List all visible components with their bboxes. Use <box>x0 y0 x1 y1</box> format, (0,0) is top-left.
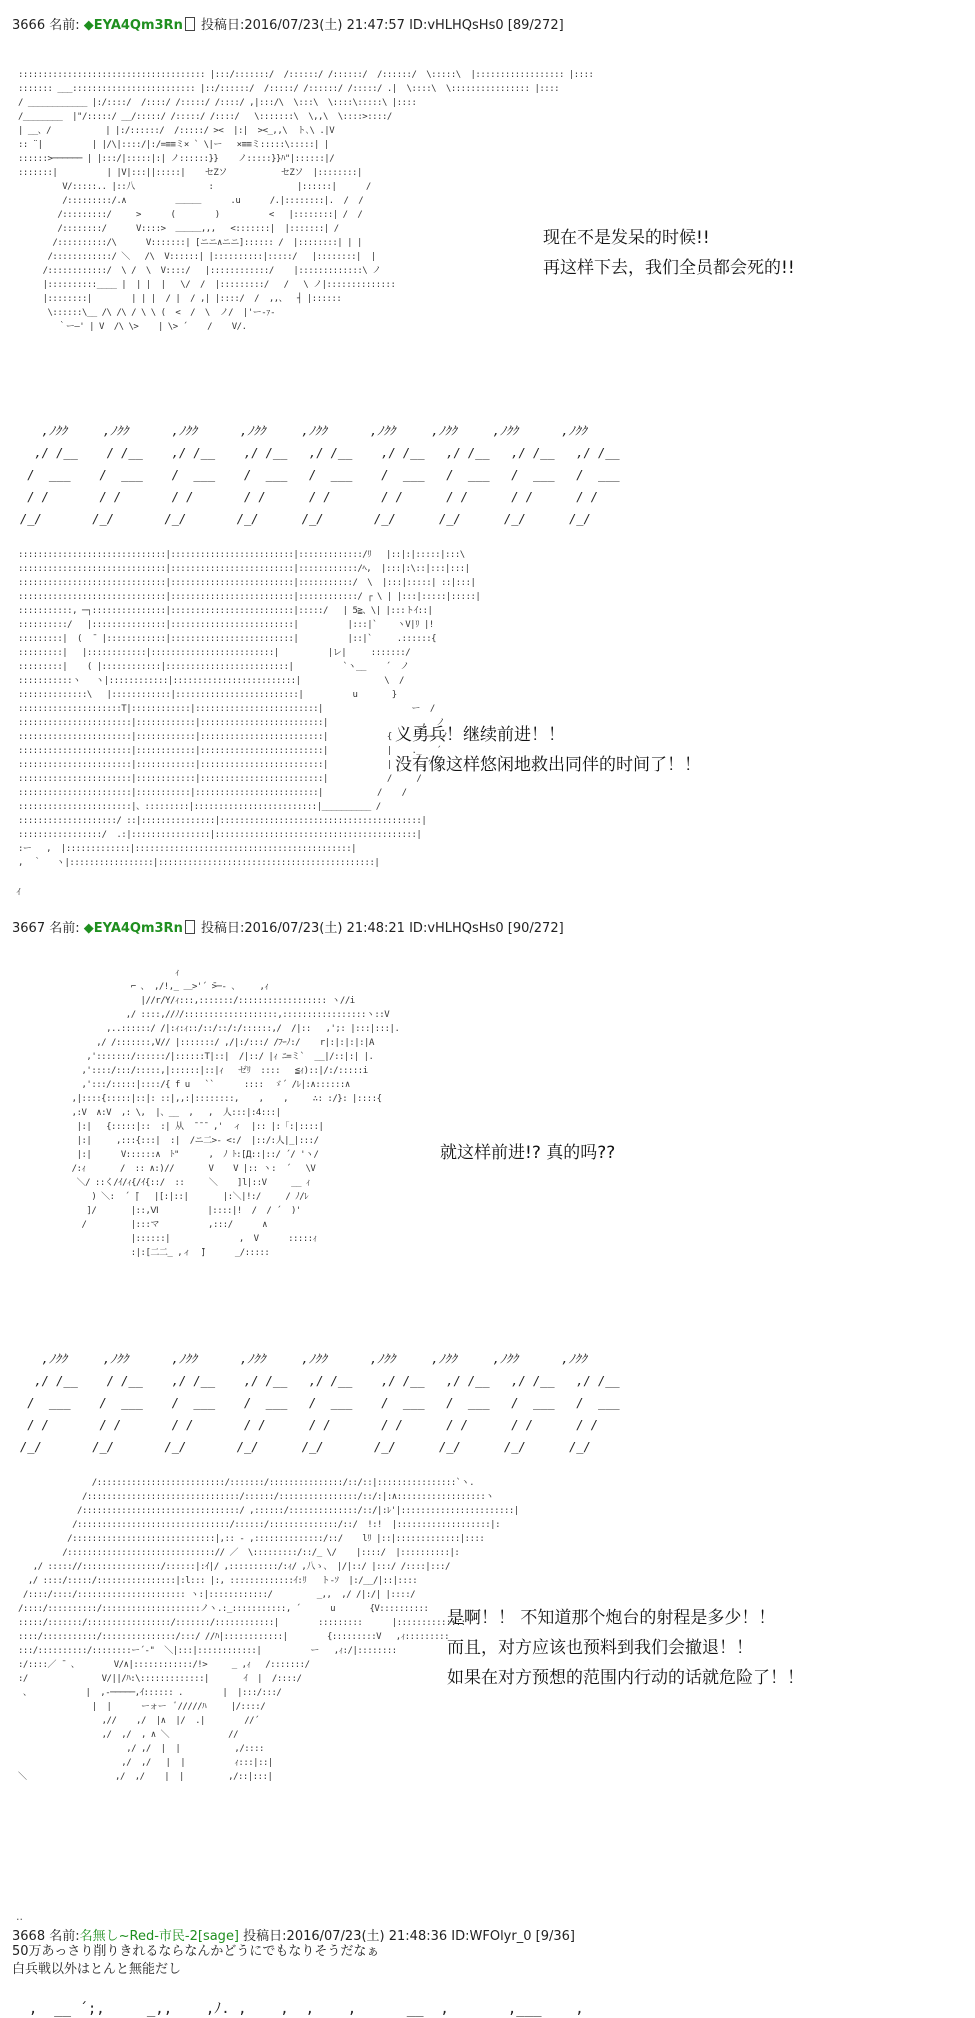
posted-label: 投稿日: <box>200 921 245 936</box>
dialogue-line: 而且，对方应该也预料到我们会撤退！！ <box>447 1638 753 1658</box>
post-id[interactable]: ID:vHLHQsHs0 <box>409 18 504 33</box>
post-id[interactable]: ID:WFOlyr_0 <box>451 1929 532 1944</box>
dialogue-block-4 <box>447 1603 804 1693</box>
post-header-3666 <box>12 14 564 33</box>
post-datetime: 2016/07/23(土) 21:48:36 <box>286 1929 448 1944</box>
dialogue-line: 再这样下去，我们全员都会死的!! <box>543 258 795 278</box>
dialogue-block-3 <box>440 1138 615 1168</box>
separator-mark: ｨ <box>16 884 22 897</box>
post-number: 3667 <box>12 921 46 936</box>
ascii-art-character-wall: ::::::::::::::::::::::::::::::|:::::::::::::::::::::::::|:::::::::::::/ﾘ |::|:|:::::|:::\ ::::::::::::::::::::::::::::::|:::::::::::::::::::::::::|::::::::::::/ﾍ, |:::|:\::|:::|:::| ::::::::::::::::::::::::::::::|:::::::::::::::::::::::::|:::::::::::/ \ |:::|:::::| ::|:::| ::::::::::::::::::::::::::::::|:::::::::::::::::::::::::|::::::::::::/ ┌ \ | |:::|:::::|:::::| :::::::::::, ─┐:::::::::::::::|:::::::::::::::::::::::::|:::::/ | 5≧、\| |:::トｲ::| ::::::::::/ |:::::::::::::::|:::::::::::::::::::::::::| |:::|` ヽV|ﾘ |! :::::::::| ( ̄ |::::::::::::|:::::::::::::::::::::::::| |::|` .::::::{ :::::::::| |::::::::::::|:::::::::::::::::::::::::| |レ| :::::::/ :::::::::| ( |::::::::::::|:::::::::::::::::::::::::| `ヽ__ ´ ノ :::::::::::ヽ ヽ|::::::::::::|:::::::::::::::::::::::::| \ / ::::::::::::::\ |::::::::::::|:::::::::::::::::::::::::| u } :::::::::::::::::::::T|::::::::::::|:::::::::::::::::::::::::| ー / :::::::::::::::::::::::|::::::::::::|:::::::::::::::::::::::::| , ノ :::::::::::::::::::::::|::::::::::::|:::::::::::::::::::::::::| { ー ノ :::::::::::::::::::::::|::::::::::::|:::::::::::::::::::::::::| | ._ ´ :::::::::::::::::::::::|::::::::::::|:::::::::::::::::::::::::| | ,´ :::::::::::::::::::::::|::::::::::::|:::::::::::::::::::::::::| / / :::::::::::::::::::::::|:::::::::::|:::::::::::::::::::::::::| / / :::::::::::::::::::::::|、:::::::::|:::::::::::::::::::::::::|__________ / ::::::::::::::::::::/ ::|:::::::::::::::|:::::::::::::::::::::::::::::::::::::::::| :::::::::::::::::/ .:|::::::::::::::::|:::::::::::::::::::::::::::::::::::::::::| :ー , |:::::::::::::|::::::::::::::::::::::::::::::::::::::::::::| , ｀ ヽ|:::::::::::::::::|::::::::::::::::::::::::::::::::::::::::::::| <box>18 550 481 868</box>
post-count: [90/272] <box>507 921 564 936</box>
poster-trip[interactable]: ◆EYA4Qm3Rn <box>83 921 183 936</box>
post-number: 3668 <box>12 1929 46 1944</box>
post-number: 3666 <box>12 18 46 33</box>
post-count: [9/36] <box>535 1929 575 1944</box>
posted-label: 投稿日: <box>243 1929 287 1944</box>
dialogue-block-1 <box>543 223 795 283</box>
mail-box-icon <box>185 17 195 31</box>
name-label: 名前: <box>49 921 80 936</box>
sound-effect-row: ,ﾉｸｸ ,ﾉｸｸ ,ﾉｸｸ ,ﾉｸｸ ,ﾉｸｸ ,ﾉｸｸ ,ﾉｸｸ ,ﾉｸｸ ,ﾉｸｸ ,/ /__ / /__ ,/ /__ ,/ /__ ,/ /__ ,/ /__ ,/ /__ ,/ /__ ,/ /__ / ___ / ___ / ___ / ___ / ___ / ___ / ___ / ___ / ___ / / / / / / / / / / / / / / / / / / /_/ /_/ /_/ /_/ /_/ /_/ /_/ /_/ /_/ <box>20 1352 620 1454</box>
post-header-3668 <box>12 1925 575 1944</box>
post-count: [89/272] <box>507 18 564 33</box>
dialogue-line: 是啊！！ 不知道那个炮台的射程是多少！！ <box>447 1608 776 1628</box>
posted-label: 投稿日: <box>200 18 245 33</box>
separator-mark: .. <box>16 1910 23 1923</box>
sage-tag: [sage] <box>197 1929 240 1944</box>
ascii-art-surprised-girl: ｨ ⌐ 、 ,/!,_ ＿>'´ ̄>─‐ 、 ,ｨ |//r/Y/ｨ:::,:::::::/:::::::::::::::::: ヽ//i ,/ ::::,//ﾉ/:::::::::::::::::::,:::::::::::::::::ヽ::V ,..::::::/ /|:ｨ:ｨ::/::/::/:/::::::,/ /|:: ,';: |:::|:::|. ,/ /:::::::,V// |:::::::/ ,/|:/:::/ /ﾌｰﾉ:/ r|:|:|:|:|A ,':::::::/::::::/|::::::T|::| /|::/ |ｨ ﾆ=ミ` __|/::|:| |. ,'::::/:::/:::::,|::::::|::|ｨ ゼﾘ :::: ≦ｨ)::|/:/:::::i ,':::/:::::|::::/{ f u `` :::: ゞ´ /ﾚ|:∧::::::∧ ,|::::{:::::|::|: ::|,,:|::::::::, , , ∴: :/}: |::::{ ,:V ∧:V ,: \, |、__ , , 人:::|:4:::| |:| {:::::|:: :| 从 ̄ ̄ ̄ ,' ィ |:: |:「:|::::| |:| ,:::{:::| :| /ニ二>- <:/ |::/:人|_|:::/ |:| V::::::∧ ﾄ" , ﾉ ﾄ:[Д::|::/ ´/ 'ヽ/ /:ｨ / :: ∧:)// V V |:: ヽ: ´ \V ＼/ ::く/ｲ/ｨ{/ｲ{::/ :: ＼ ]l|::V __ ｨ ) ＼: ´ ̄| |[:|::| |:＼|!:/ / ﾉ/ﾚ ]/ |::,Ⅵ |::::|! / / ´ )' / |:::マ ,:::/ ∧ |::::::| , V :::::ｨ :|:[二二_ ,ィ ̄] _/::::: <box>71 968 400 1258</box>
dialogue-block-2 <box>395 720 701 780</box>
dialogue-line: 就这样前进!? 真的吗?? <box>440 1143 616 1163</box>
post-id[interactable]: ID:vHLHQsHs0 <box>409 921 504 936</box>
cut-off-content: , __ ´;, _,, ,ﾉ. , , , , __ , ,___ , <box>12 2001 584 2017</box>
post-datetime: 2016/07/23(土) 21:48:21 <box>244 921 405 936</box>
ascii-art-character-coat: /::::::::::::::::::::::::::/:::::::/:::::::::::::::/::/::|::::::::::::::::`ヽ. /:::::::::::::::::::::::::::::::/::::::/::::::::::::::::/::/:|:∧::::::::::::::::::ヽ /::::::::::::::::::::::::::::::::/ ,::::::/::::::::::::::/::/|:ﾚ'|:::::::::::::::::::::::| /:::::::::::::::::::::::::::::::/::::::/::::::::::::::/::/ !:! |:::::::::::::::::::|: /:::::::::::::::::::::::::::::|,:: - ,::::::::::::::/::/ lﾘ |::|:::::::::::::|:::: /::::::::::::::::::::::::::::::// ／ \:::::::::/::/_ \/ |::::/ |::::::::::|: ,/ ::::://::::::::::::::::/::::::|:ｲ|/ ,::::::::::/:ｨ/ ,八ゝ、 |/|::/ |:::/ /::::|:::/ ,/ ::::/:::::/::::::::::::::::|:l::: |:, :::::::::::::ｲ:ﾘ ト‐ｿ |:/__/|::|:::: /::::/::::/:::::::::::::::::::::: ヽ:|::::::::::::/ _,, ,/ /|:/| |::::/ /::::/::::::::::/::::::::::::::::::::ノヽ.:_:::::::::::, ´ u {V:::::::::: :::::/:::::::/:::::::::::::::::/:::::::/::::::::::::| ::::::::: |:::::::::::::: ::::/:::::::::::/:::::::::::::::/:::/ //ﾊ|::::::::::::| {:::::::::V ,ｨ::::::::: :::/::::::::::/::::::::ー´‐" ＼|:::|::::::::::::| ー ,ｨ:/|:::::::: :/::::／ ̄ 、 V/∧|::::::::::::/!> _ ,ｨ /:::::::/ :/ V/||/ﾊ:\:::::::::::::| ｲ | /::::/ 、 | ,-─────,ｲ:::::: . | |:::/:::/ | | ーォー ﾞ/////ﾊ |/::::/ ,// ,/ |∧ |/ .| //´ ,/ ,/ , ∧ ＼ // ,/ ,/ | | ,/:::: ,/ ,/ | | ｨ:::|::| ＼ ,/ ,/ | | ,/::|:::| <box>18 1478 519 1782</box>
dialogue-line: 没有像这样悠闲地救出同伴的时间了！！ <box>395 755 701 775</box>
dialogue-line: 如果在对方预想的范围内行动的话就危险了！！ <box>447 1668 804 1688</box>
dialogue-line: 现在不是发呆的时候!! <box>543 228 710 248</box>
reply-body <box>12 1943 379 1979</box>
reply-line: 白兵戦以外はとんと無能だし <box>12 1962 182 1977</box>
sound-effect-row: ,ﾉｸｸ ,ﾉｸｸ ,ﾉｸｸ ,ﾉｸｸ ,ﾉｸｸ ,ﾉｸｸ ,ﾉｸｸ ,ﾉｸｸ ,ﾉｸｸ ,/ /__ / /__ ,/ /__ ,/ /__ ,/ /__ ,/ /__ ,/ /__ ,/ /__ ,/ /__ / ___ / ___ / ___ / ___ / ___ / ___ / ___ / ___ / ___ / / / / / / / / / / / / / / / / / / /_/ /_/ /_/ /_/ /_/ /_/ /_/ /_/ /_/ <box>20 424 620 526</box>
name-label: 名前: <box>49 18 80 33</box>
poster-trip[interactable]: ◆EYA4Qm3Rn <box>83 18 183 33</box>
post-header-3667 <box>12 917 564 936</box>
dialogue-line: 义勇兵！继续前进！！ <box>395 725 565 745</box>
ascii-art-shouting-character: :::::::::::::::::::::::::::::::::::::: |:::/:::::::/ /::::::/ /::::::/ /::::::/ \:::::\ |:::::::::::::::::: |:::: ::::::: ___::::::::::::::::::::::::: |::/::::::/ /:::::/ /::::::/ /:::::/ .| \::::\ \:::::::::::::::: |:::: / ____________ |:/::::/ /::::/ /:::::/ /::::/ ,|:::/\ \:::\ \::::\:::::\ |:::: /________ |"/:::::/ __/:::::/ /:::::/ /::::/ \:::::::\ \,,\ \::::>::::/ | __、/ | |:/::::::/ /:::::/ >< |:| ><_,,\ ト､\ .|V :: ¨| | |/\|::::/|:/=≡≡ミ× ` \|ー ×≡≡ミ:::::\:::::| | ::::::>────── | |:::/|:::::|:| ノ::::::}} ノ:::::}}ﾊ"|::::::|/ :::::::| | |V|:::||:::::| セZソ セZソ |::::::::| V/:::::.. |::八 : |::::::| / /:::::::::/.∧ ＿＿＿ .u /.|::::::::|. / / /:::::::::/ > ( ) < |::::::::| / / /::::::::/ V::::> ＿＿＿,,, <:::::::| |:::::::| / /::::::::::/\ V:::::::| [ニニ∧ニニ]:::::: / |::::::::| | | /::::::::::::/ ＼ /\ V::::::| |::::::::::|:::::/ |::::::::| | /::::::::::::/ \ / \ V::::/ |::::::::::::/ |:::::::::::::\ ノ |::::::::::____ | | | | \/ / |:::::::::/ / \ ノ|:::::::::::::: |::::::::| | | | / | / ,| |::::/ / ,,、 ┤ |:::::: \::::::\__ /\ /\ / \ \ ( < / \ ノ/ |'ー‐ｧ‐ ｀ー―' | V /\ \> | \> ´ / V/. <box>18 70 594 332</box>
reply-line: 50万あっさり削りきれるならなんかどうにでもなりそうだなぁ <box>12 1944 380 1959</box>
post-datetime: 2016/07/23(土) 21:47:57 <box>244 18 405 33</box>
mail-box-icon <box>185 920 195 934</box>
poster-name[interactable]: 名無し~Red-市民-2 <box>79 1929 198 1944</box>
name-label: 名前: <box>49 1929 80 1944</box>
